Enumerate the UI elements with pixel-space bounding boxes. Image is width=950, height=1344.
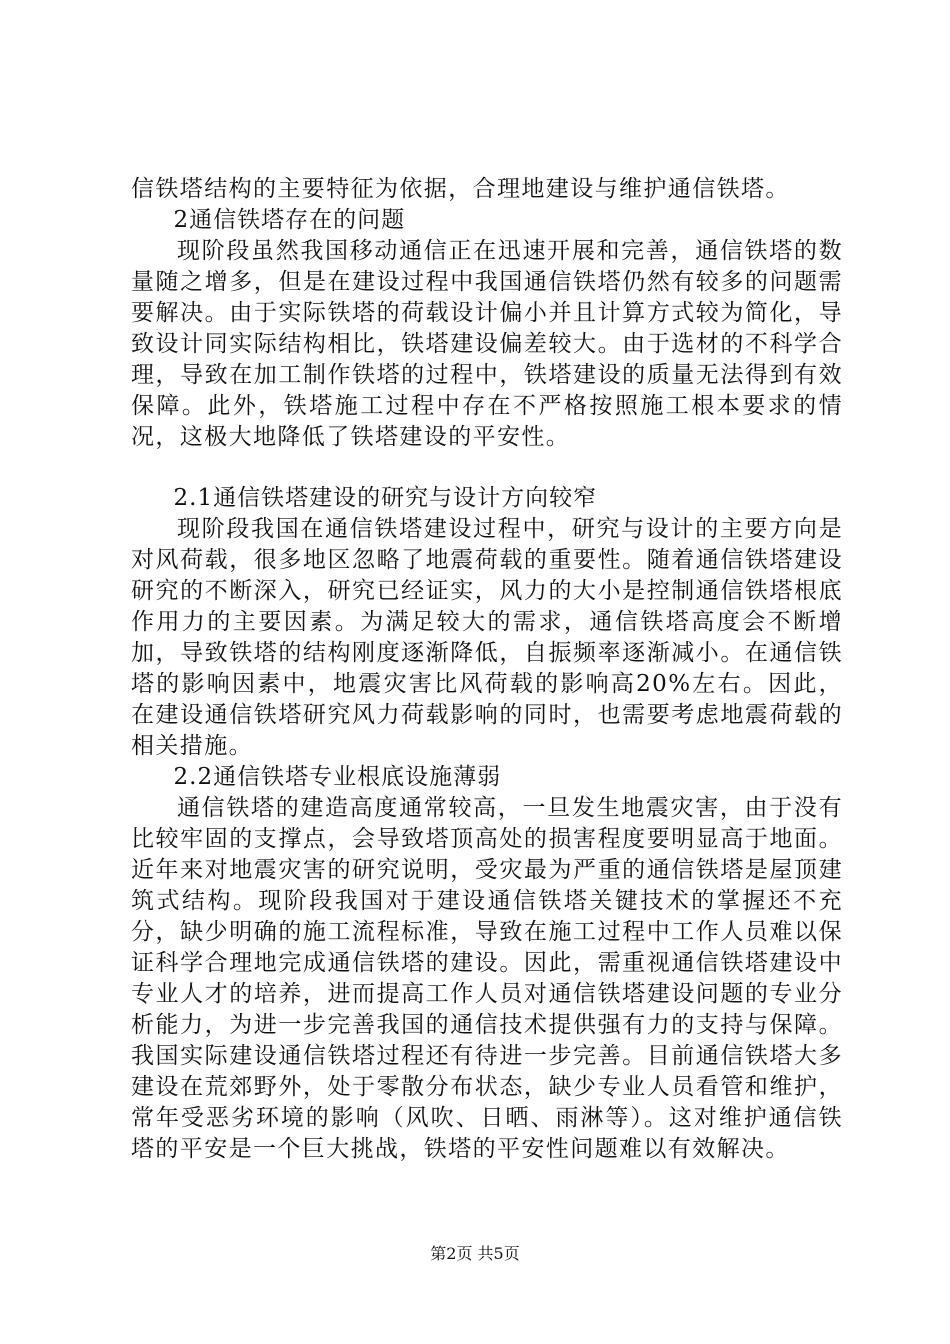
section-body-2-1: 现阶段我国在通信铁塔建设过程中，研究与设计的主要方向是对风荷载，很多地区忽略了地震荷载的重要性。随着通信铁塔建设研究的不断深入，研究已经证实，风力的大小是控制通信铁塔根底作用力的主要因素。为满足较大的需求，通信铁塔高度会不断增加，导致铁塔的结构刚度逐渐降低，自振频率逐渐减小。在通信铁塔的影响因素中，地震灾害比风荷载的影响高20%左右。因此，在建设通信铁塔研究风力荷载影响的同时，也需要考虑地震荷载的相关措施。: [131, 516, 843, 759]
page-number-footer: 第2页 共5页: [430, 1244, 520, 1263]
continuation-paragraph: 信铁塔结构的主要特征为依据，合理地建设与维护通信铁塔。: [131, 176, 790, 202]
section-heading-2-1: 2.1通信铁塔建设的研究与设计方向较窄: [173, 485, 598, 511]
section-heading-2: 2通信铁塔存在的问题: [173, 207, 406, 233]
section-body-2: 现阶段虽然我国移动通信正在迅速开展和完善，通信铁塔的数量随之增多，但是在建设过程中我国通信铁塔仍然有较多的问题需要解决。由于实际铁塔的荷载设计偏小并且计算方式较为简化，导致设计同实际结构相比，铁塔建设偏差较大。由于选材的不科学合理，导致在加工制作铁塔的过程中，铁塔建设的质量无法得到有效保障。此外，铁塔施工过程中存在不严格按照施工根本要求的情况，这极大地降低了铁塔建设的平安性。: [131, 238, 843, 450]
section-heading-2-2: 2.2通信铁塔专业根底设施薄弱: [173, 764, 502, 790]
section-body-2-2: 通信铁塔的建造高度通常较高，一旦发生地震灾害，由于没有比较牢固的支撑点，会导致塔顶高处的损害程度要明显高于地面。近年来对地震灾害的研究说明，受灾最为严重的通信铁塔是屋顶建筑式结构。现阶段我国对于建设通信铁塔关键技术的掌握还不充分，缺少明确的施工流程标准，导致在施工过程中工作人员难以保证科学合理地完成通信铁塔的建设。因此，需重视通信铁塔建设中专业人才的培养，进而提高工作人员对通信铁塔建设问题的专业分析能力，为进一步完善我国的通信技术提供强有力的支持与保障。我国实际建设通信铁塔过程还有待进一步完善。目前通信铁塔大多建设在荒郊野外，处于零散分布状态，缺少专业人员看管和维护，常年受恶劣环境的影响（风吹、日晒、雨淋等）。这对维护通信铁塔的平安是一个巨大挑战，铁塔的平安性问题难以有效解决。: [131, 795, 843, 1162]
text-block-upper: [131, 174, 843, 453]
text-block-lower: [131, 483, 843, 1165]
